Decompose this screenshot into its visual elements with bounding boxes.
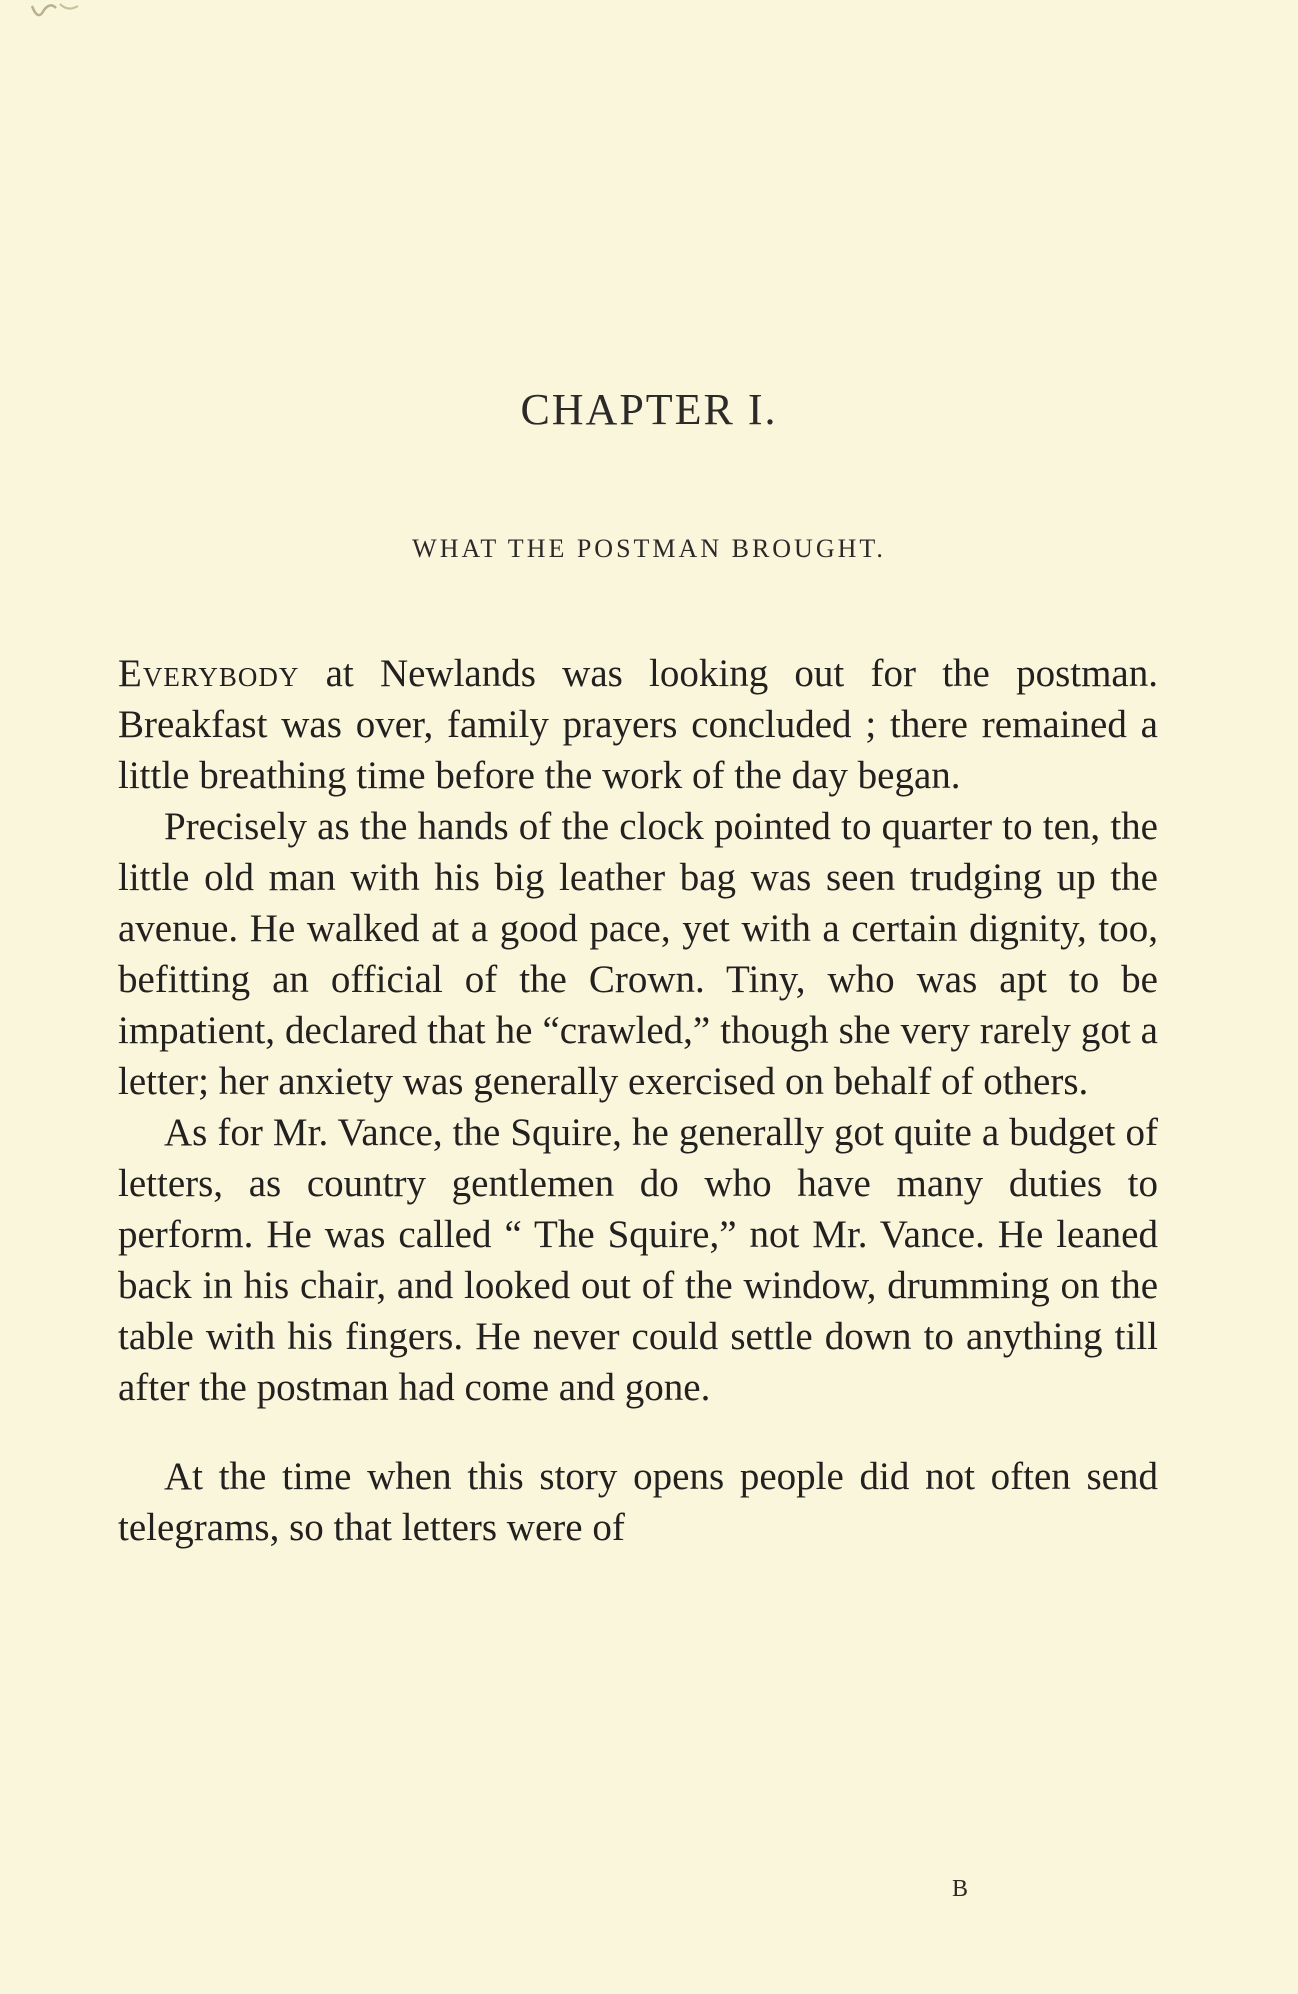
paragraph-1	[118, 648, 1158, 801]
opening-word: Everybody	[118, 652, 300, 695]
chapter-body	[118, 648, 1158, 1553]
paragraph-2: Precisely as the hands of the clock pointed to quarter to ten, the little old man with his big leather bag was seen trudging up the avenue. He walked at a good pace, yet with a certain dignity, too, befitting an official of the Crown. Tiny, who was apt to be impatient, declared that he “crawled,” though she very rarely got a letter; her anxiety was generally exercised on behalf of others.	[118, 805, 1158, 1103]
chapter-subtitle: WHAT THE POSTMAN BROUGHT.	[412, 534, 886, 563]
paragraph-1-text: at Newlands was looking out for the postman. Breakfast was over, family prayers concluded ; there remained a little breathing time before the work of the day began.	[118, 652, 1158, 797]
signature-mark: B	[952, 1876, 969, 1902]
paragraph-4: At the time when this story opens people did not often send telegrams, so that letters were of	[118, 1455, 1158, 1549]
paragraph-3: As for Mr. Vance, the Squire, he generally got quite a budget of letters, as country gentlemen do who have many duties to perform. He was called “ The Squire,” not Mr. Vance. He leaned back in his chair, and looked out of the window, drumming on the table with his fingers. He never could settle down to anything till after the postman had come and gone.	[118, 1111, 1158, 1409]
corner-ink-mark	[30, 0, 80, 30]
chapter-title: CHAPTER I.	[520, 385, 778, 434]
